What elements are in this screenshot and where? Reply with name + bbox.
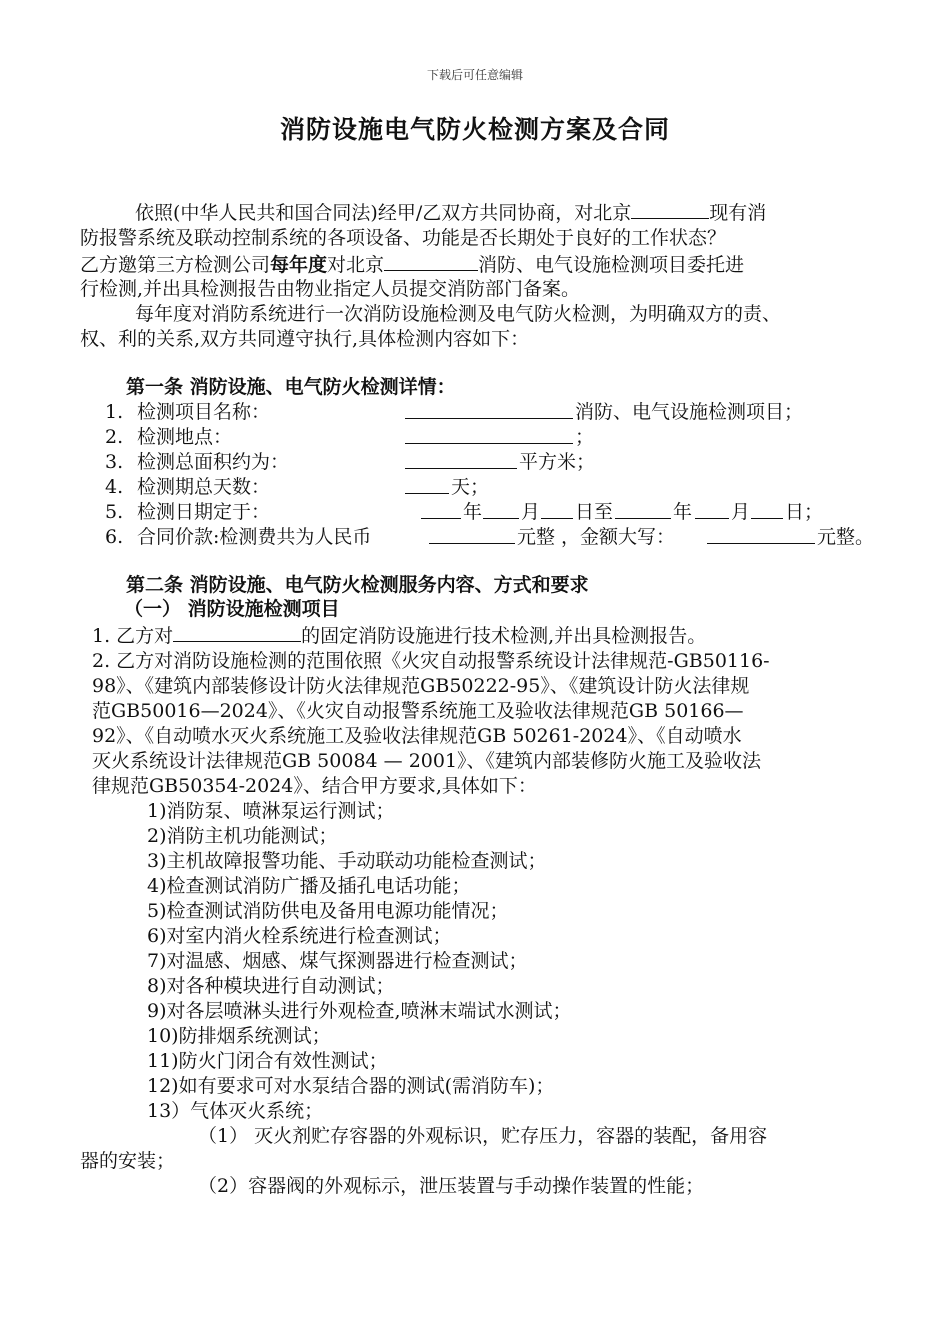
clause-2-line: 灭火系统设计法律规范GB 50084 — 2001》、《建筑内部装修防火施工及验收法: [92, 750, 762, 772]
item-label: 检测总面积约为：: [137, 451, 290, 473]
section-heading: （一） 消防设施检测项目: [124, 598, 340, 620]
blank-field: [631, 200, 709, 219]
article-2-clause-1: [92, 623, 706, 649]
test-list-item: 7)对温感、烟感、煤气探测器进行检查测试；: [147, 950, 528, 972]
test-list-item: 11)防火门闭合有效性测试；: [147, 1050, 388, 1072]
detail-item: [105, 425, 945, 450]
detail-item: [105, 400, 945, 425]
test-list-item: 3)主机故障报警功能、手动联动功能检查测试；: [147, 850, 547, 872]
detail-item: [105, 475, 945, 500]
blank-field: [429, 525, 515, 544]
intro-text: 依照(中华人民共和国合同法)经甲/乙双方共同协商，对北京: [135, 202, 632, 224]
item-label: 检测期总天数：: [137, 476, 271, 498]
blank-field: [541, 500, 573, 519]
test-list-item: 1)消防泵、喷淋泵运行测试；: [147, 800, 395, 822]
item-number: 3.: [105, 451, 124, 473]
date-month-label: 月: [731, 501, 751, 523]
blank-field: [707, 525, 815, 544]
detail-item: [105, 525, 945, 550]
blank-field: [405, 450, 517, 469]
item-number: 4.: [105, 476, 124, 498]
intro-line-5: 每年度对消防系统进行一次消防设施检测及电气防火检测，为明确双方的责、: [135, 303, 782, 325]
blank-field: [483, 500, 519, 519]
item-label: 合同价款:检测费共为人民币: [137, 526, 372, 548]
item-number: 5.: [105, 501, 124, 523]
date-day-label: 日；: [785, 501, 824, 523]
intro-text: 对北京: [327, 254, 385, 276]
clause-2-line: 98》、《建筑内部装修设计防火法律规范GB50222-95》、《建筑设计防火法律规: [92, 675, 750, 697]
test-list-item: 12)如有要求可对水泵结合器的测试(需消防车)；: [147, 1075, 555, 1097]
clause-2-line: 92》、《自动喷水灭火系统施工及验收法律规范GB 50261-2024》、《自动喷水: [92, 725, 742, 747]
blank-field: [405, 475, 449, 494]
detail-item: [105, 500, 945, 525]
intro-text: 乙方邀第三方检测公司: [80, 254, 271, 276]
intro-bold-text: 每年度: [270, 254, 328, 276]
item-suffix: 元整。: [817, 526, 875, 548]
header-note: 下载后可任意编辑: [426, 68, 523, 82]
test-list-item: 13）气体灭火系统；: [147, 1100, 324, 1122]
clause-text: 的固定消防设施进行技术检测,并出具检测报告。: [301, 625, 707, 647]
date-year-label: 年: [673, 501, 693, 523]
item-number: 1.: [105, 401, 124, 423]
gas-subitem-line: 器的安装；: [80, 1150, 176, 1172]
item-label: 检测项目名称：: [137, 401, 271, 423]
blank-field: [751, 500, 783, 519]
intro-line-3: [80, 252, 744, 278]
date-month-label: 月: [521, 501, 541, 523]
test-list-item: 9)对各层喷淋头进行外观检查,喷淋末端试水测试；: [147, 1000, 572, 1022]
test-list-item: 5)检查测试消防供电及备用电源功能情况；: [147, 900, 509, 922]
intro-text: 消防、电气设施检测项目委托进: [478, 254, 745, 276]
date-year-label: 年: [463, 501, 483, 523]
intro-line-6: 权、利的关系,双方共同遵守执行,具体检测内容如下：: [80, 328, 530, 350]
blank-field: [421, 500, 461, 519]
blank-field: [695, 500, 729, 519]
blank-field: [405, 425, 573, 444]
detail-item: [105, 450, 945, 475]
blank-field: [615, 500, 671, 519]
test-list-item: 10)防排烟系统测试；: [147, 1025, 331, 1047]
test-list-item: 6)对室内消火栓系统进行检查测试；: [147, 925, 452, 947]
article-1-heading: 第一条 消防设施、电气防火检测详情：: [126, 376, 456, 398]
test-list-item: 2)消防主机功能测试；: [147, 825, 338, 847]
page-title: 消防设施电气防火检测方案及合同: [279, 115, 670, 144]
item-label: 检测地点：: [137, 426, 233, 448]
item-suffix: 天；: [451, 476, 490, 498]
clause-2-line: 范GB50016—2024》、《火灾自动报警系统施工及验收法律规范GB 50166—: [92, 700, 744, 722]
intro-line-1: [135, 200, 766, 226]
item-suffix: 平方米；: [519, 451, 596, 473]
test-list-item: 4)检查测试消防广播及插孔电话功能；: [147, 875, 471, 897]
intro-line-2: 防报警系统及联动控制系统的各项设备、功能是否长期处于良好的工作状态？: [80, 227, 727, 249]
intro-text: 现有消: [709, 202, 767, 224]
blank-field: [384, 252, 478, 271]
item-label: 检测日期定于：: [137, 501, 271, 523]
test-list-item: 8)对各种模块进行自动测试；: [147, 975, 395, 997]
article-2-heading: 第二条 消防设施、电气防火检测服务内容、方式和要求: [126, 574, 589, 596]
item-suffix: ；: [575, 426, 595, 448]
item-mid-text: 元整 ，金额大写：: [517, 526, 676, 548]
intro-line-4: 行检测,并出具检测报告由物业指定人员提交消防部门备案。: [80, 278, 581, 300]
clause-2-line: 2. 乙方对消防设施检测的范围依照《火灾自动报警系统设计法律规范-GB50116-: [92, 650, 770, 672]
item-suffix: 消防、电气设施检测项目；: [575, 401, 804, 423]
item-number: 2.: [105, 426, 124, 448]
date-day-label: 日至: [575, 501, 614, 523]
blank-field: [405, 400, 573, 419]
item-number: 6.: [105, 526, 124, 548]
gas-subitem-line: （2）容器阀的外观标示，泄压装置与手动操作装置的性能；: [198, 1175, 705, 1197]
clause-text: 1. 乙方对: [92, 625, 174, 647]
clause-2-line: 律规范GB50354-2024》、结合甲方要求,具体如下：: [92, 775, 537, 797]
gas-subitem-line: （1） 灭火剂贮存容器的外观标识，贮存压力，容器的装配，备用容: [198, 1125, 768, 1147]
blank-field: [173, 623, 301, 642]
